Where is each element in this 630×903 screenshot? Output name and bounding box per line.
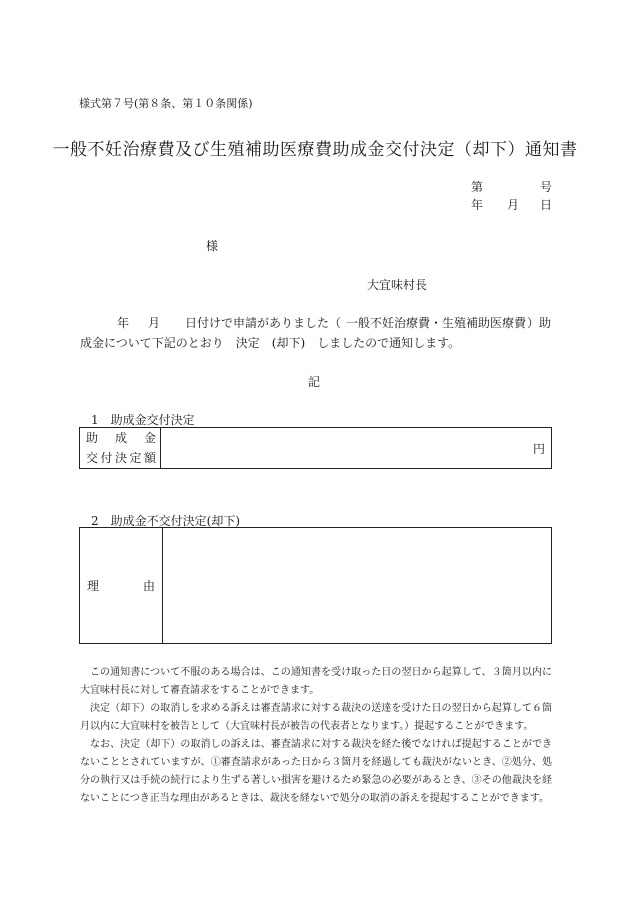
grant-label-line2: 交付決定額 [86,451,156,465]
body-line-2: 成金について下記のとおり 決定 (却下) しましたので通知します。 [80,336,461,350]
note-paragraph: なお、決定（却下）の取消しの訴えは、審査請求に対する裁決を経た後でなければ提起することができないこととされていますが、①審査請求があった日から３箇月を経過しても裁決がないとき、②処分、処分の執行又は手続の続行により生ずる著しい損害を避けるため緊急の必要があるとき、③その他裁決を経ないことにつき正当な理由があるときは、裁決を経ないで処分の取消の訴えを提起することができます。 [80,739,552,804]
section1-heading: 1 助成金交付決定 [91,413,195,427]
date-month-label: 月 [507,198,520,212]
issue-date [471,196,551,212]
section2-heading: 2 助成金不交付決定(却下) [91,514,240,528]
date-year-label: 年 [471,198,484,212]
body-year: 年 [117,316,130,330]
body-treatment: 一般不妊治療費・生殖補助医療費 [346,316,527,330]
document-title: 一般不妊治療費及び生殖補助医療費助成金交付決定（却下）通知書 [52,140,578,160]
reference-dai: 第 [471,180,484,194]
grant-label-line1: 助成金 [86,431,156,445]
reference-go: 号 [540,180,553,194]
yen-unit: 円 [532,441,545,456]
reason-label-char1: 理 [87,579,100,593]
rejection-reason-table [79,527,552,644]
note-paragraph: 決定（却下）の取消しを求める訴えは審査請求に対する裁決の送達を受けた日の翌日から起算して６箇月以内に大宜味村を被告として（大宜味村長が被告の代表者となります。）提起することができます。 [80,703,552,732]
grant-amount-field[interactable] [161,428,552,469]
issuer-name: 大宜味村長 [367,278,428,292]
ki-heading: 記 [308,375,321,389]
grant-amount-label [80,428,161,469]
body-month: 月 [148,316,161,330]
body-text-2: ）助 [527,316,552,330]
body-text-1: 日付けで申請がありました（ [185,316,342,330]
grant-amount-table [79,427,552,469]
form-number: 様式第７号(第８条、第１０条関係) [79,97,253,110]
appeal-notes [80,664,552,808]
reason-label [80,528,163,644]
reason-field[interactable] [163,528,552,644]
reason-label-char2: 由 [142,579,155,593]
date-day-label: 日 [540,198,553,212]
note-paragraph: この通知書について不服のある場合は、この通知書を受け取った日の翌日から起算して、３箇月以内に大宜味村長に対して審査請求をすることができます。 [80,667,552,696]
addressee-honorific: 様 [206,239,219,253]
